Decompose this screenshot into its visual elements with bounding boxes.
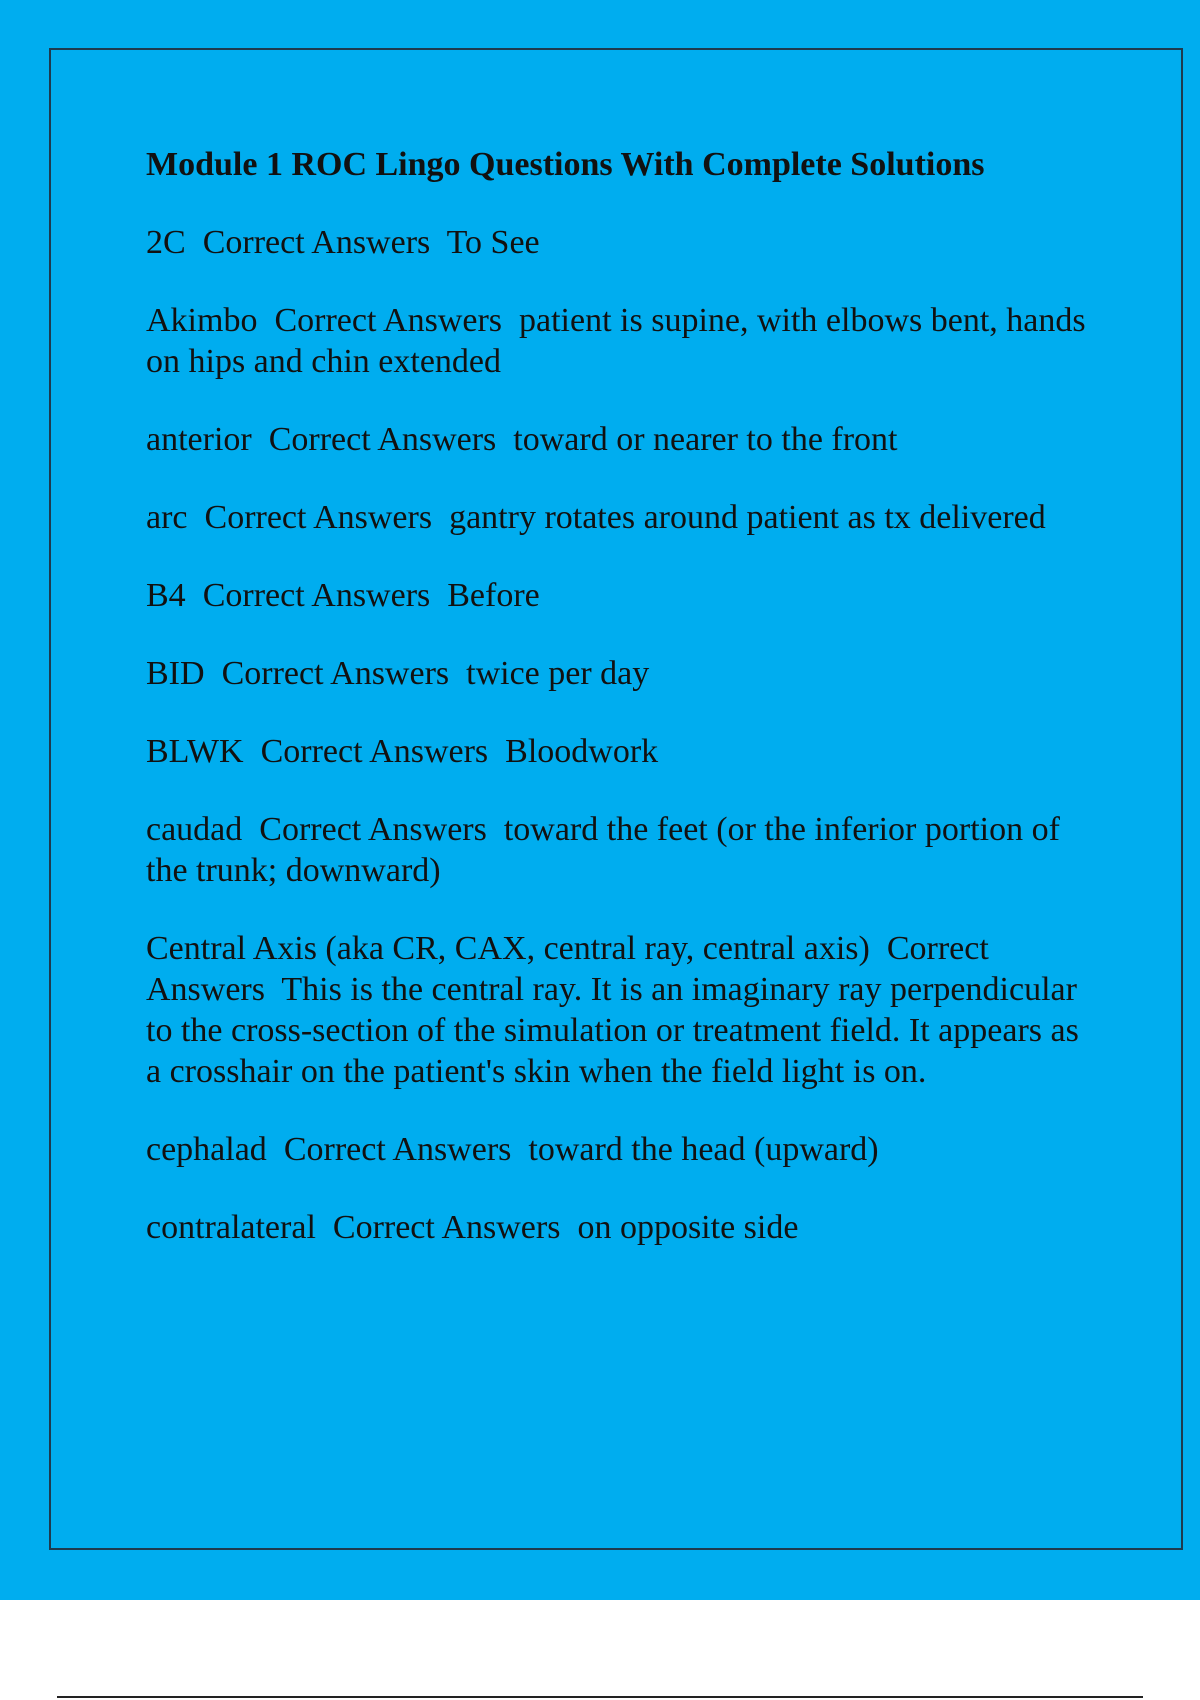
glossary-entry [146, 222, 1096, 263]
glossary-entry [146, 300, 1096, 382]
entry-term: caudad [146, 811, 243, 848]
entry-term: contralateral [146, 1209, 316, 1246]
entry-answer: twice per day [466, 655, 650, 692]
entry-answer: on opposite side [577, 1209, 799, 1246]
entry-term: 2C [146, 224, 186, 261]
entry-term: arc [146, 499, 188, 536]
entry-separator: Correct Answers [315, 1209, 578, 1246]
entry-answer: This is the central ray. It is an imaginary ray perpendicular to the cross-section of the simulation or treatment field. It appears as a crosshair on the patient's skin when the field light is on. [146, 971, 1088, 1090]
entry-answer: toward the head (upward) [528, 1131, 879, 1168]
entry-answer: toward the feet (or the inferior portion of the trunk; downward) [146, 811, 1069, 889]
entry-term: cephalad [146, 1131, 267, 1168]
glossary-entry [146, 653, 1096, 694]
entry-answer: gantry rotates around patient as tx delivered [449, 499, 1046, 536]
glossary-entry [146, 809, 1096, 891]
footer-divider [57, 1696, 1143, 1698]
entry-separator: Correct Answers [242, 811, 504, 848]
entry-answer: Before [447, 577, 540, 614]
entry-separator: Correct Answers [243, 733, 506, 770]
entry-separator: Correct Answers [204, 655, 467, 692]
entry-separator: Correct Answers [266, 1131, 529, 1168]
entry-separator: Correct Answers [187, 499, 450, 536]
document-title: Module 1 ROC Lingo Questions With Complete Solutions [146, 146, 985, 183]
entry-term: Central Axis (aka CR, CAX, central ray, central axis) [146, 930, 870, 967]
entry-term: BID [146, 655, 205, 692]
entry-separator: Correct Answers [251, 421, 514, 458]
glossary-entry [146, 1129, 1096, 1170]
entry-term: anterior [146, 421, 252, 458]
document-content [146, 144, 1096, 1285]
entry-separator: Correct Answers [257, 302, 520, 339]
entry-term: Akimbo [146, 302, 258, 339]
glossary-entry [146, 419, 1096, 460]
entry-answer: Bloodwork [505, 733, 659, 770]
entry-answer: patient is supine, with elbows bent, hands on hips and chin extended [146, 302, 1095, 380]
entry-term: B4 [146, 577, 186, 614]
entry-answer: To See [446, 224, 540, 261]
glossary-entry [146, 731, 1096, 772]
entry-separator: Correct Answers [185, 577, 448, 614]
glossary-entry [146, 928, 1096, 1092]
entry-term: BLWK [146, 733, 244, 770]
glossary-entry [146, 497, 1096, 538]
entry-separator: Correct Answers [185, 224, 447, 261]
glossary-entry [146, 1207, 1096, 1248]
entry-answer: toward or nearer to the front [513, 421, 898, 458]
entry-separator: Correct Answers [146, 930, 996, 1008]
glossary-entry [146, 575, 1096, 616]
